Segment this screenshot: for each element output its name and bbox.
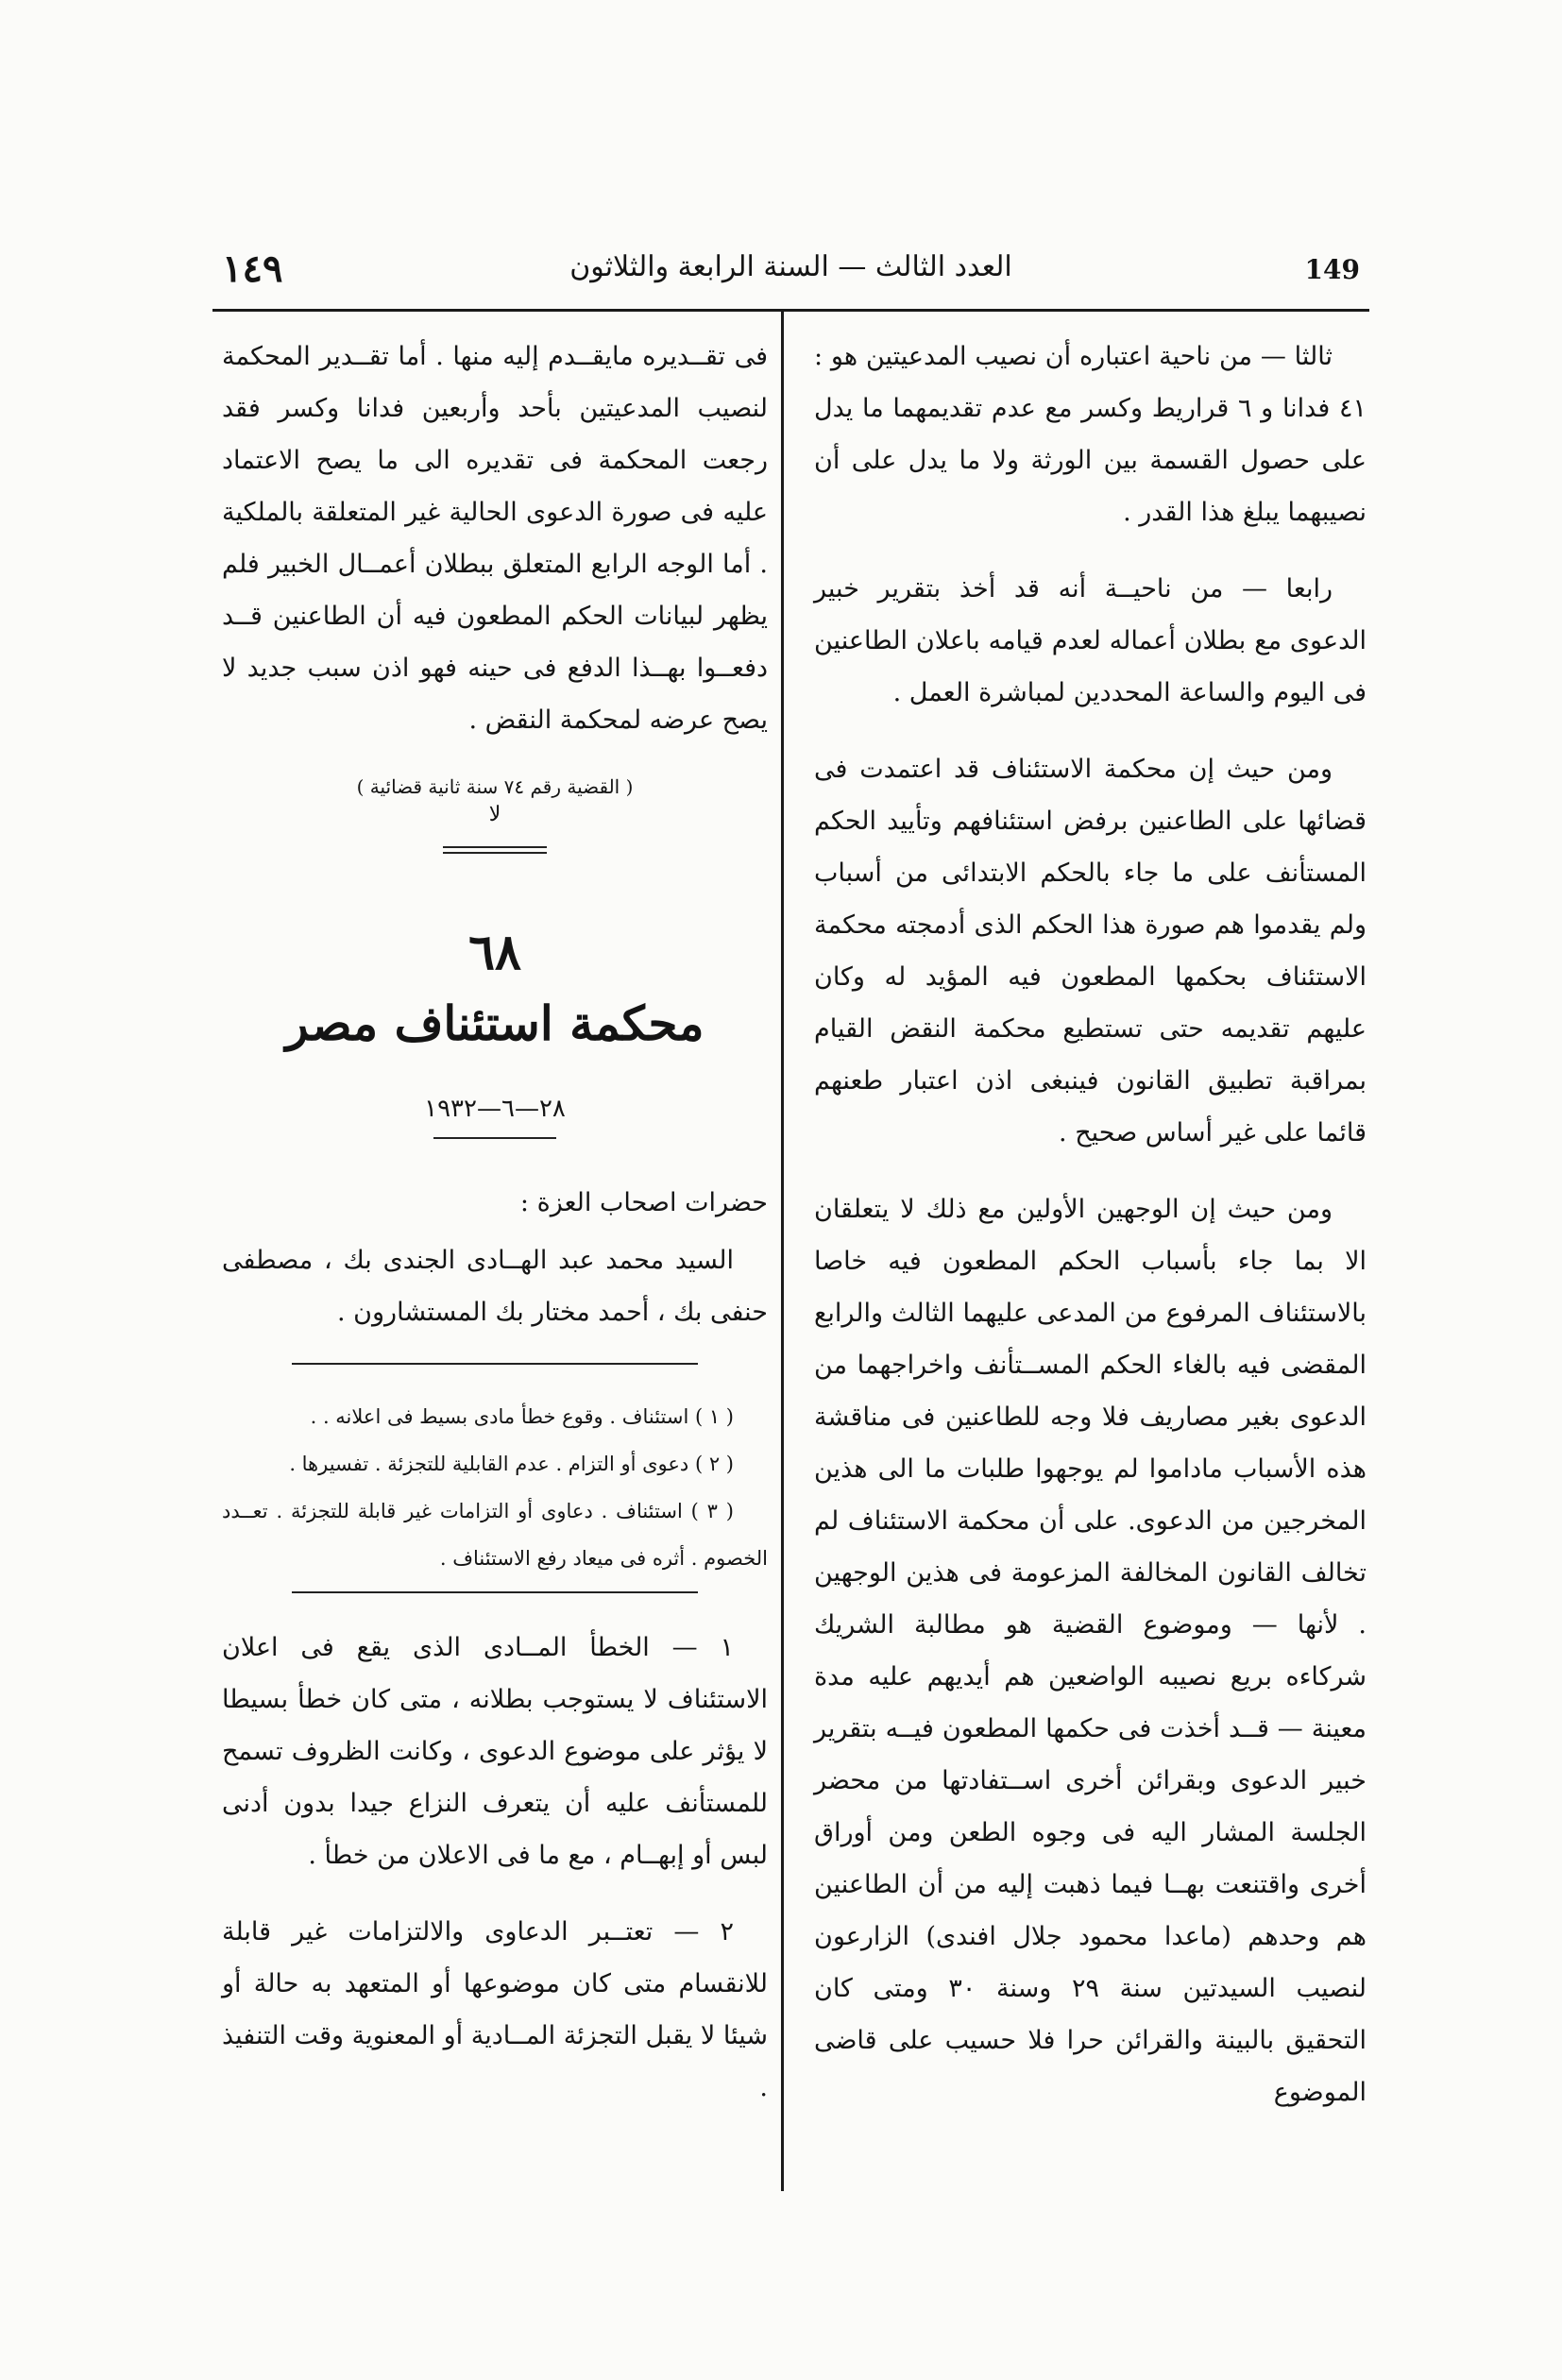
ruling-two: ٢ — تعتــبر الدعاوى والالتزامات غير قابلة للانقسام متى كان موضوعها أو المتعهد به حالة أو شيئا لا يقبل التجزئة المــادية أو المعنوية وقت التنفيذ . (221, 1917, 768, 2102)
section-divider (443, 846, 547, 854)
right-column (814, 331, 1367, 2143)
page-header (212, 241, 1369, 307)
judges-list: السيد محمد عبد الهــادى الجندى بك ، مصطفى حنفى بك ، أحمد مختار بك المستشارون . (222, 1246, 768, 1327)
summary-rule-top (292, 1363, 698, 1365)
citation-mark: ﻻ (488, 803, 501, 826)
case-citation-text: ( القضية رقم ٧٤ سنة ثانية قضائية ) (356, 775, 634, 798)
running-title: العدد الثالث — السنة الرابعة والثلاثون (569, 250, 1012, 283)
court-name: محكمة استئناف مصر (285, 995, 705, 1051)
header-rule (212, 309, 1369, 312)
paragraph-appeal-reasoning: ومن حيث إن محكمة الاستئناف قد اعتمدت فى قضائها على الطاعنين برفض استئنافهم وتأييد الحكم المستأنف على ما جاء بالحكم الابتدائى من أسباب ولم يقدموا هم صورة هذا الحكم الذى أدمجته محكمة الاستئناف بحكمها المطعون فيه المؤيد له وكان عليهم تقديمه حتى تستطيع محكمة النقض القيام بمراقبة تطبيق القانون فينبغى اذن اعتبار طعنهم قائما على غير أساس صحيح . (814, 755, 1367, 1148)
left-column (222, 331, 768, 2138)
column-divider (781, 312, 784, 2191)
judges-label: حضرات اصحاب العزة : (519, 1188, 768, 1217)
case-citation (222, 771, 768, 827)
paragraph-continuation: فى تقــديره مايقــدم إليه منها . أما تقــدير المحكمة لنصيب المدعيتين بأحد وأربعين فدانا وكسر فقد رجعت المحكمة فى تقديره الى ما يصح الاعتماد عليه فى صورة الدعوى الحالية غير المتعلقة بالملكية . أما الوجه الرابع المتعلق ببطلان أعمــال الخبير فلم يظهر لبيانات الحكم المطعون فيه أن الطاعنين قــد دفعــوا بهــذا الدفع فى حينه فهو اذن سبب جديد لا يصح عرضه لمحكمة النقض . (222, 342, 768, 735)
date-rule (433, 1137, 556, 1139)
ruling-one: ١ — الخطأ المــادى الذى يقع فى اعلان الاستئناف لا يستوجب بطلانه ، متى كان خطأ بسيطا لا يؤثر على موضوع الدعوى ، وكانت الظروف تسمح للمستأنف عليه أن يتعرف النزاع جيدا بدون أدنى لبس أو إبهــام ، مع ما فى الاعلان من خطأ . (222, 1633, 768, 1870)
page-number-arabic: ١٤٩ (222, 246, 283, 291)
paragraph-fourth-ground: رابعا — من ناحيــة أنه قد أخذ بتقرير خبير الدعوى مع بطلان أعماله لعدم قيامه باعلان الطاعنين فى اليوم والساعة المحددين لمباشرة العمل . (814, 574, 1367, 707)
case-date: ٢٨—٦—١٩٣٢ (424, 1095, 566, 1123)
summary-item: ( ٣ ) استئناف . دعاوى أو التزامات غير قابلة للتجزئة . تعــدد الخصوم . أثره فى ميعاد رفع الاستئناف . (222, 1500, 768, 1570)
case-number: ٦٨ (468, 924, 521, 981)
summary-item: ( ٢ ) دعوى أو التزام . عدم القابلية للتجزئة . تفسيرها . (289, 1453, 734, 1475)
summary-rule-bottom (292, 1591, 698, 1593)
page-number-latin: 149 (1304, 254, 1360, 285)
paragraph-third-ground: ثالثا — من ناحية اعتباره أن نصيب المدعيتين هو : ٤١ فدانا و ٦ قراريط وكسر مع عدم تقديمهما ما يدل على حصول القسمة بين الورثة ولا ما يدل على أن نصيبهما يبلغ هذا القدر . (814, 342, 1367, 527)
paragraph-first-grounds-rebuttal: ومن حيث إن الوجهين الأولين مع ذلك لا يتعلقان الا بما جاء بأسباب الحكم المطعون فيه خاصا بالاستئناف المرفوع من المدعى عليهما الثالث والرابع المقضى فيه بالغاء الحكم المســتأنف واخراجهما من الدعوى بغير مصاريف فلا وجه للطاعنين فى مناقشة هذه الأسباب ماداموا لم يوجهوا طلبات ما الى هذين المخرجين من الدعوى. على أن محكمة الاستئناف لم تخالف القانون المخالفة المزعومة فى هذين الوجهين . لأنها — وموضوع القضية هو مطالبة الشريك شركاءه بريع نصيبه الواضعين هم أيديهم عليه مدة معينة — قــد أخذت فى حكمها المطعون فيــه بتقرير خبير الدعوى وبقرائن أخرى اســتفادتها من محضر الجلسة المشار اليه فى وجوه الطعن ومن أوراق أخرى واقتنعت بهــا فيما ذهبت إليه من أن الطاعنين هم وحدهم (ماعدا محمود جلال افندى) الزارعون لنصيب السيدتين سنة ٢٩ وسنة ٣٠ ومتى كان التحقيق بالبينة والقرائن حرا فلا حسيب على قاضى الموضوع (814, 1195, 1367, 2107)
summary-item: ( ١ ) استئناف . وقوع خطأ مادى بسيط فى اعلانه . . (310, 1405, 734, 1428)
